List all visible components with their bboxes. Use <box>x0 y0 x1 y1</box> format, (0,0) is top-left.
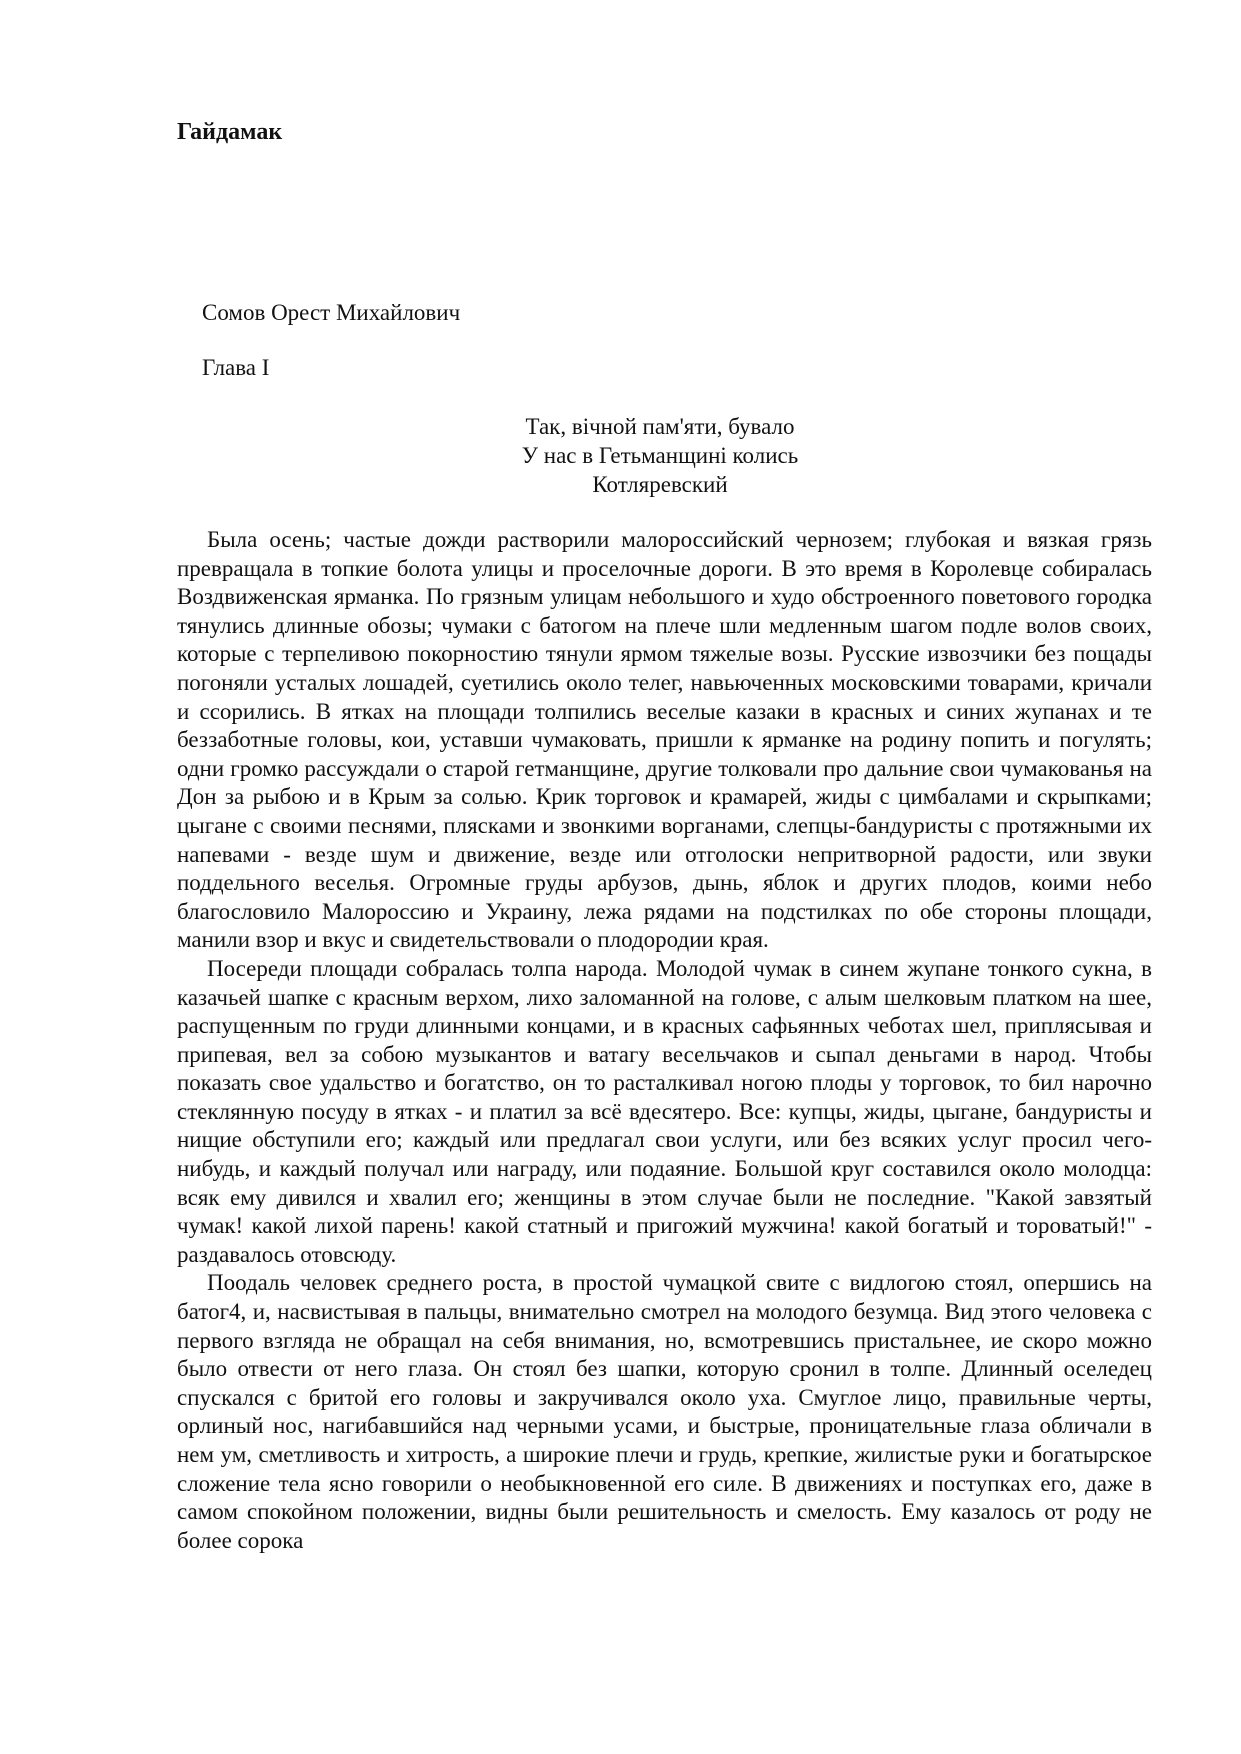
paragraph: Поодаль человек среднего роста, в простой чумацкой свите с видлогою стоял, опершись на батог4, и, насвистывая в пальцы, внимательно смотрел на молодого безумца. Вид этого человека с первого взгляда не обращал на себя внимания, но, всмотревшись пристальнее, ие скоро можно было отвести от него глаза. Он стоял без шапки, которую сронил в толпе. Длинный оселедец спускался с бритой его головы и закручивался около уха. Смуглое лицо, правильные черты, орлиный нос, нагибавшийся над черными усами, и быстрые, проницательные глаза обличали в нем ум, сметливость и хитрость, а широкие плечи и грудь, крепкие, жилистые руки и богатырское сложение тела ясно говорили о необыкновенной его силе. В движениях и поступках его, даже в самом спокойном положении, видны были решительность и смелость. Ему казалось от роду не более сорока <box>177 1270 1152 1553</box>
chapter-heading: Глава I <box>202 355 270 380</box>
paragraph: Была осень; частые дожди растворили малороссийский чернозем; глубокая и вязкая грязь превращала в топкие болота улицы и проселочные дороги. В это время в Королевце собиралась Воздвиженская ярманка. По грязным улицам небольшого и худо обстроенного поветового городка тянулись длинные обозы; чумаки с батогом на плече шли медленным шагом подле волов своих, которые с терпеливою покорностию тянули ярмом тяжелые возы. Русские извозчики без пощады погоняли усталых лошадей, суетились около телег, навьюченных московскими товарами, кричали и ссорились. В ятках на площади толпились веселые казаки в красных и синих жупанах и те беззаботные головы, кои, уставши чумаковать, пришли к ярманке на родину попить и погулять; одни громко рассуждали о старой гетманщине, другие толковали про дальние свои чумакованья на Дон за рыбою и в Крым за солью. Крик торговок и крамарей, жиды с цимбалами и скрыпками; цыгане с своими песнями, плясками и звонкими ворганами, слепцы-бандуристы с протяжными их напевами - везде шум и движение, везде или отголоски непритворной радости, или звуки поддельного веселья. Огромные груды арбузов, дынь, яблок и других плодов, коими небо благословило Малороссию и Украину, лежа рядами на подстилках по обе стороны площади, манили взор и вкус и свидетельствовали о плодородии края. <box>177 527 1152 953</box>
epigraph-attribution: Котляревский <box>592 472 728 497</box>
body-text <box>177 526 1152 1555</box>
paragraph: Посереди площади собралась толпа народа. Молодой чумак в синем жупане тонкого сукна, в казачьей шапке с красным верхом, лихо заломанной на голове, с алым шелковым платком на шее, распущенным по груди длинными концами, и в красных сафьянных чеботах шел, приплясывая и припевая, вел за собою музыкантов и ватагу весельчаков и сыпал деньгами в народ. Чтобы показать свое удальство и богатство, он то расталкивал ногою плоды у торговок, то бил нарочно стеклянную посуду в ятках - и платил за всё вдесятеро. Все: купцы, жиды, цыгане, бандуристы и нищие обступили его; каждый или предлагал свои услуги, или без всяких услуг просил чего-нибудь, и каждый получал или награду, или подаяние. Большой круг составился около молодца: всяк ему дивился и хвалил его; женщины в этом случае были не последние. "Какой завзятый чумак! какой лихой парень! какой статный и пригожий мужчина! какой богатый и тороватый!" - раздавалось отовсюду. <box>177 955 1152 1267</box>
epigraph-line: У нас в Гетьманщині колись <box>521 443 799 468</box>
epigraph-line: Так, вічной пам'яти, бувало <box>525 414 795 439</box>
author-name: Сомов Орест Михайлович <box>202 300 461 325</box>
document-title: Гайдамак <box>177 119 283 145</box>
epigraph <box>420 412 900 499</box>
